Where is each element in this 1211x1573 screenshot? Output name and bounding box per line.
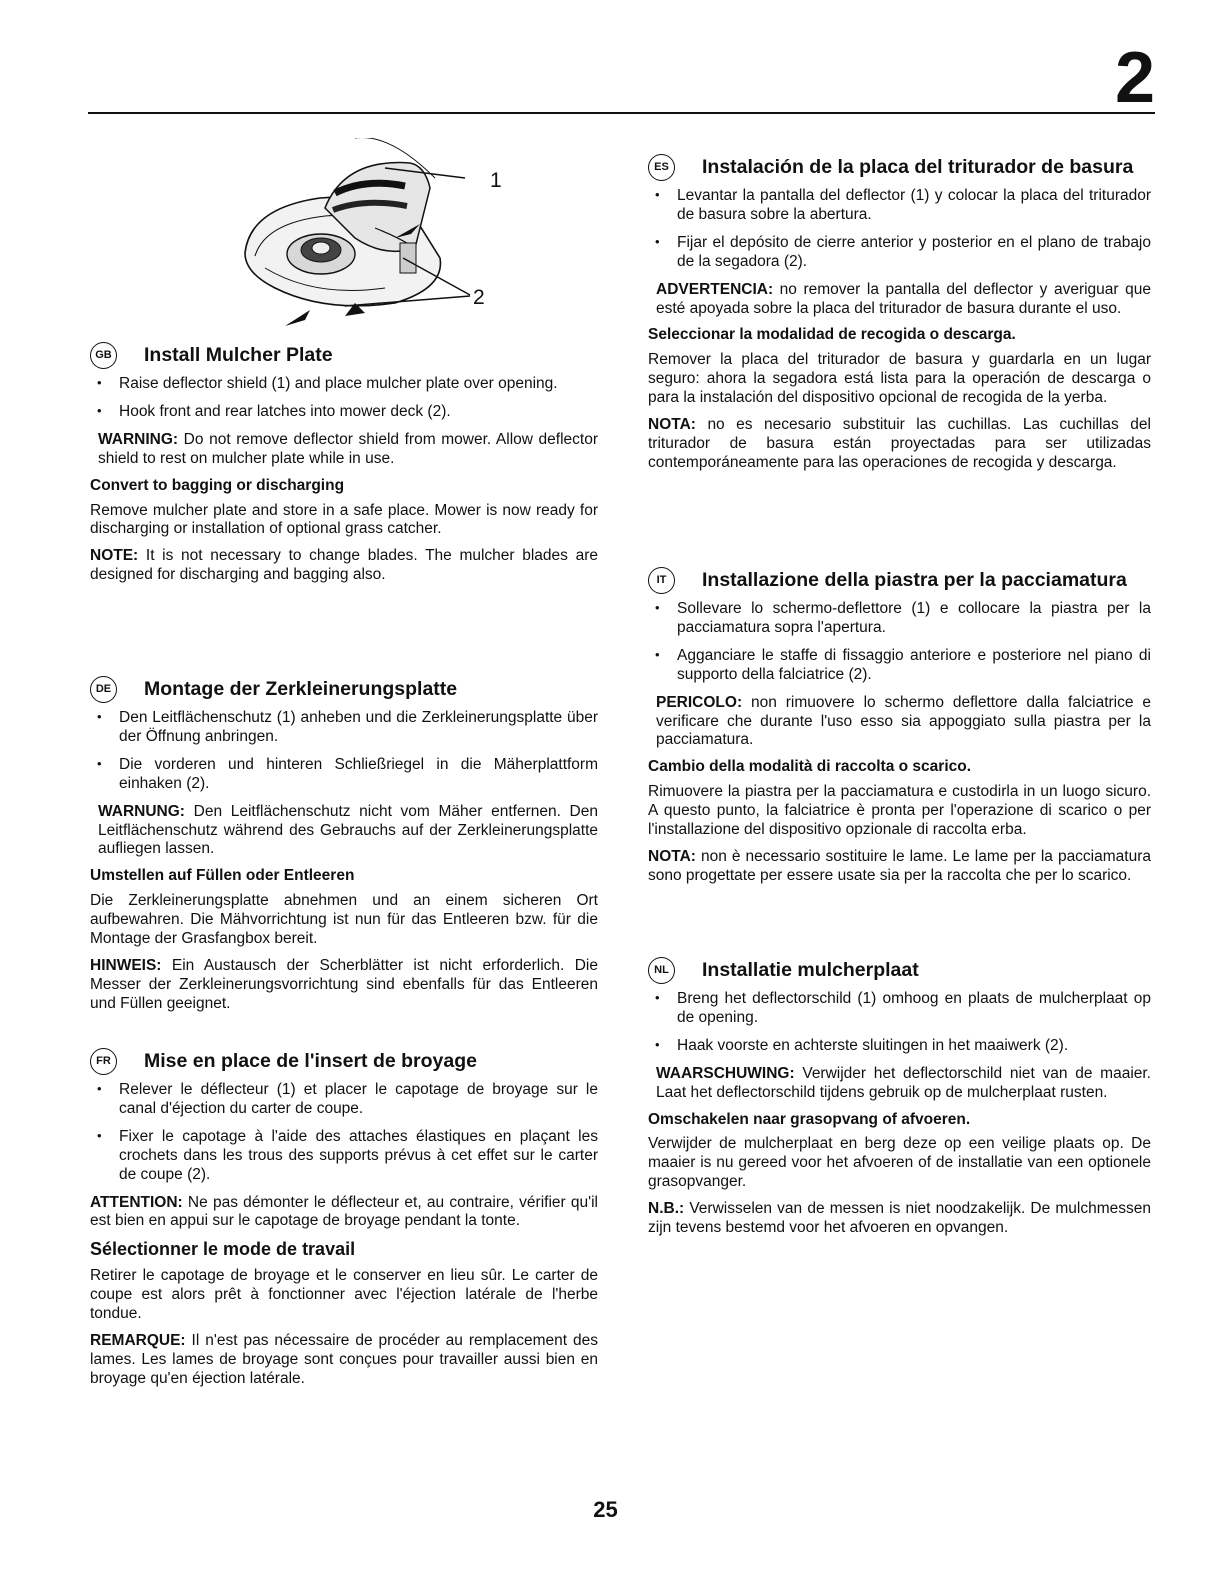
note-paragraph	[90, 547, 598, 585]
body-paragraph: Retirer le capotage de broyage et le conserver en lieu sûr. Le carter de coupe est alors prêt à fonctionner avec l'éjection latérale de l'herbe tondue.	[90, 1267, 598, 1323]
body-paragraph: Verwijder de mulcherplaat en berg deze op een veilige plaats op. De maaier is nu gereed voor het afvoeren of de installatie van een optionele grasopvanger.	[648, 1135, 1151, 1191]
section-title: Installazione della piastra per la pacciamatura	[702, 569, 1127, 591]
warning-label: WAARSCHUWING:	[656, 1064, 795, 1082]
note-label: NOTA:	[648, 847, 696, 865]
warning-text: Ne pas démonter le déflecteur et, au contraire, vérifier qu'il est bien en appui sur le capotage de broyage pendant la tonte.	[90, 1193, 598, 1230]
warning-text: Do not remove deflector shield from mower. Allow deflector shield to rest on mulcher plate while in use.	[98, 430, 598, 467]
note-paragraph	[90, 1332, 598, 1389]
warning-paragraph	[90, 803, 598, 860]
list-item: • Fixer le capotage à l'aide des attaches élastiques en plaçant les crochets dans les trous des supports prévus à cet effet sur le carter de coupe (2).	[90, 1128, 598, 1185]
section-header	[648, 958, 1151, 984]
subheading: Cambio della modalità di raccolta o scarico.	[648, 758, 972, 776]
warning-paragraph	[90, 1194, 598, 1232]
note-text: It is not necessary to change blades. The mulcher blades are designed for discharging and bagging also.	[90, 547, 598, 584]
note-label: N.B.:	[648, 1200, 685, 1218]
note-label: NOTE:	[90, 547, 139, 565]
body-paragraph: Die Zerkleinerungsplatte abnehmen und an einem sicheren Ort aufbewahren. Die Mähvorrichtung ist nun für das Entleeren bzw. für die Montage der Grasfangbox bereit.	[90, 892, 598, 948]
instruction-list	[90, 1081, 598, 1185]
list-item: • Fijar el depósito de cierre anterior y posterior en el plano de trabajo de la segadora (2).	[648, 234, 1151, 272]
note-text: non è necessario sostituire le lame. Le lame per la pacciamatura sono progettate per essere usate sia per la raccolta che per lo scarico.	[648, 847, 1151, 884]
note-paragraph	[90, 957, 598, 1014]
section-header	[648, 568, 1151, 594]
language-badge-it: IT	[648, 567, 675, 594]
warning-text: Verwijder het deflectorschild niet van de maaier. Laat het deflectorschild tijdens gebruik op de mulcherplaat rusten.	[656, 1064, 1151, 1101]
list-item: • Sollevare lo schermo-deflettore (1) e collocare la piastra per la pacciamatura sopra l'apertura.	[648, 600, 1151, 638]
list-item: • Hook front and rear latches into mower deck (2).	[90, 403, 598, 422]
note-text: no es necesario substituir las cuchillas. Las cuchillas del triturador de basura están proyectadas para ser utilizadas contemporáneamente para las operaciones de recogida y descarga.	[648, 416, 1151, 471]
warning-text: Den Leitflächenschutz nicht vom Mäher entfernen. Den Leitflächenschutz während des Gebrauchs auf der Zerkleinerungsplatte aufliegen lassen.	[98, 802, 598, 858]
warning-paragraph	[648, 694, 1151, 751]
section-es	[648, 155, 1151, 481]
section-header	[90, 1049, 598, 1075]
subheading: Umstellen auf Füllen oder Entleeren	[90, 867, 355, 885]
list-item: • Levantar la pantalla del deflector (1) y colocar la placa del triturador de basura sobre la abertura.	[648, 187, 1151, 225]
note-paragraph	[648, 848, 1151, 886]
warning-label: WARNING:	[98, 430, 179, 448]
callout-2: 2	[473, 286, 485, 309]
warning-label: ADVERTENCIA:	[656, 280, 774, 298]
section-gb	[90, 343, 598, 593]
language-badge-gb: GB	[90, 342, 117, 369]
section-header	[90, 343, 598, 369]
section-title: Installatie mulcherplaat	[702, 959, 919, 981]
subheading: Omschakelen naar grasopvang of afvoeren.	[648, 1110, 971, 1128]
section-title: Montage der Zerkleinerungsplatte	[144, 678, 458, 700]
note-text: Verwisselen van de messen is niet noodzakelijk. De mulchmessen zijn tevens bestemd voor het afvoeren en opvangen.	[648, 1200, 1151, 1237]
note-paragraph	[648, 416, 1151, 473]
note-label: HINWEIS:	[90, 956, 162, 974]
language-badge-de: DE	[90, 676, 117, 703]
language-badge-fr: FR	[90, 1048, 117, 1075]
note-label: NOTA:	[648, 416, 696, 434]
note-text: Ein Austausch der Scherblätter ist nicht erforderlich. Die Messer der Zerkleinerungsvorrichtung sind ebenfalls für das Entleeren und Füllen geeignet.	[90, 956, 598, 1012]
warning-text: no remover la pantalla del deflector y averiguar que esté apoyada sobre la placa del triturador de basura durante el uso.	[656, 280, 1151, 317]
section-it	[648, 568, 1151, 894]
header-rule	[88, 112, 1155, 114]
warning-label: ATTENTION:	[90, 1193, 183, 1211]
warning-paragraph	[90, 431, 598, 469]
list-item: • Raise deflector shield (1) and place mulcher plate over opening.	[90, 375, 598, 394]
note-paragraph	[648, 1200, 1151, 1238]
section-nl	[648, 958, 1151, 1246]
warning-paragraph	[648, 281, 1151, 319]
note-text: Il n'est pas nécessaire de procéder au remplacement des lames. Les lames de broyage sont conçues pour travailler aussi bien en broyage qu'en éjection latérale.	[90, 1332, 598, 1387]
section-header	[648, 155, 1151, 181]
warning-label: WARNUNG:	[98, 802, 185, 820]
warning-text: non rimuovere lo schermo deflettore dalla falciatrice e verificare che durante l'uso esso sia appoggiato sulla piastra per la pacciamatura.	[656, 693, 1151, 749]
list-item: • Relever le déflecteur (1) et placer le capotage de broyage sur le canal d'éjection du carter de coupe.	[90, 1081, 598, 1119]
language-badge-es: ES	[648, 154, 675, 181]
warning-paragraph	[648, 1065, 1151, 1103]
body-paragraph: Rimuovere la piastra per la pacciamatura e custodirla in un luogo sicuro. A questo punto, la falciatrice è pronta per l'operazione di scarico o per l'installazione del dispositivo opzionale di raccolta erba.	[648, 783, 1151, 839]
body-paragraph: Remover la placa del triturador de basura y guardarla en un lugar seguro: ahora la segadora está lista para la operación de descarga o para la instalación del dispositivo opcional de recogida de la yerba.	[648, 351, 1151, 407]
subheading: Sélectionner le mode de travail	[90, 1239, 356, 1260]
page-number: 25	[593, 1497, 618, 1522]
mulcher-plate-illustration	[225, 138, 525, 338]
list-item: • Agganciare le staffe di fissaggio anteriore e posteriore nel piano di supporto della falciatrice (2).	[648, 647, 1151, 685]
list-item: • Breng het deflectorschild (1) omhoog en plaats de mulcherplaat op de opening.	[648, 990, 1151, 1028]
list-item: • Die vorderen und hinteren Schließriegel in die Mäherplattform einhaken (2).	[90, 756, 598, 794]
instruction-list	[90, 375, 598, 422]
list-item: • Den Leitflächenschutz (1) anheben und die Zerkleinerungsplatte über der Öffnung anbringen.	[90, 709, 598, 747]
section-title: Instalación de la placa del triturador de basura	[702, 156, 1134, 178]
language-badge-nl: NL	[648, 957, 675, 984]
note-label: REMARQUE:	[90, 1332, 186, 1350]
instruction-list	[648, 600, 1151, 685]
instruction-list	[648, 187, 1151, 272]
section-fr	[90, 1049, 598, 1397]
chapter-number: 2	[1114, 38, 1155, 118]
instruction-list	[90, 709, 598, 794]
section-title: Mise en place de l'insert de broyage	[144, 1050, 478, 1072]
warning-label: PERICOLO:	[656, 693, 743, 711]
subheading: Seleccionar la modalidad de recogida o descarga.	[648, 326, 1016, 344]
section-header	[90, 677, 598, 703]
body-paragraph: Remove mulcher plate and store in a safe place. Mower is now ready for discharging or installation of optional grass catcher.	[90, 501, 598, 538]
section-title: Install Mulcher Plate	[144, 344, 333, 366]
instruction-list	[648, 990, 1151, 1056]
list-item: • Haak voorste en achterste sluitingen in het maaiwerk (2).	[648, 1037, 1151, 1056]
section-de	[90, 677, 598, 1022]
callout-1: 1	[490, 169, 502, 192]
subheading: Convert to bagging or discharging	[90, 476, 345, 494]
